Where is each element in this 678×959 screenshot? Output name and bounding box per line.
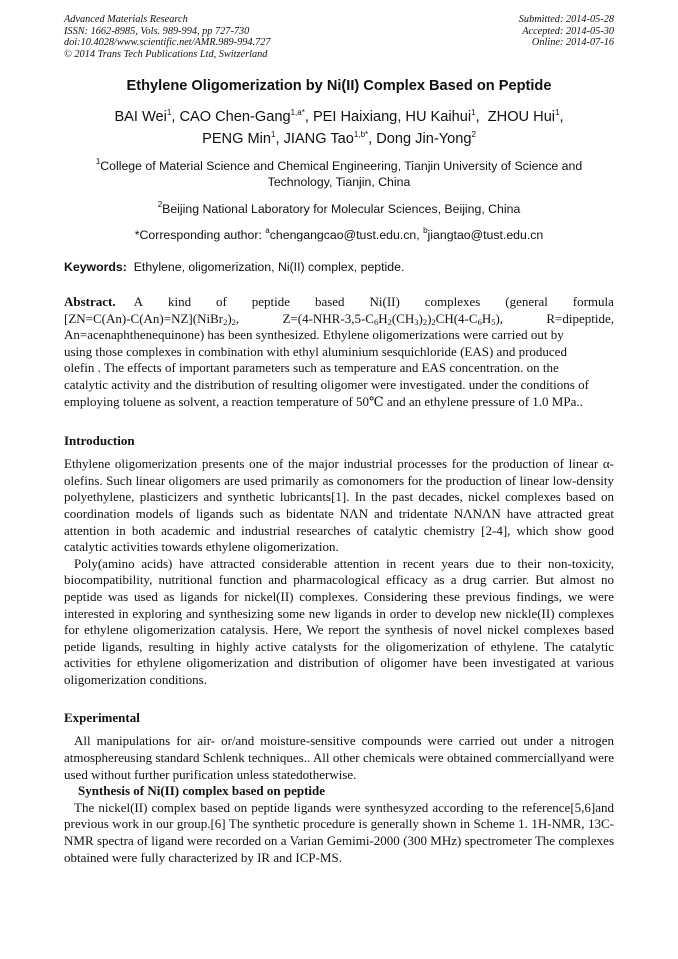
affiliation-1: $^1$College of Material Science and Chemical Engineering, Tianjin University of Science and Technology, Tianjin, China <box>95 157 583 189</box>
abstract-line-1: A kind of peptide based Ni(II) complexes (general formula <box>133 294 614 309</box>
author-name: BAI Wei <box>114 109 167 125</box>
experimental-body <box>64 733 614 866</box>
keywords-text: Ethylene, oligomerization, Ni(II) complex, peptide. <box>133 260 405 274</box>
synthesis-subheading: Synthesis of Ni(II) complex based on peptide <box>78 783 326 799</box>
abstract-line-7: employing toluene as solvent, a reaction temperature of 50℃ and an ethylene pressure of 1.0 MPa.. <box>64 393 583 409</box>
publication-dates <box>519 14 614 60</box>
email-link-b[interactable]: jiangtao@tust.edu.cn <box>427 227 544 242</box>
paper-title: Ethylene Oligomerization by Ni(II) Complex Based on Peptide <box>126 78 552 94</box>
journal-info <box>64 14 271 60</box>
journal-name: Advanced Materials Research <box>64 14 188 25</box>
affiliation-2: $^2$Beijing National Laboratory for Molecular Sciences, Beijing, China <box>157 200 521 216</box>
author-list <box>64 106 614 150</box>
experimental-paragraph-2: The nickel(II) complex based on peptide ligands were synthesyzed according to the reference[5,6]and previous work in our group.[6] The synthetic procedure is generally shown in Scheme 1. 1H-NMR, 13C-NMR spectra of ligand were recorded on a Varian Gemimi-2000 (300 MHz) spectrometer The complexes obtained were fully characterized by IR and ICP-MS. <box>64 799 614 865</box>
author-name: PENG Min <box>202 131 272 147</box>
abstract <box>64 294 614 410</box>
author-sup: 2 <box>471 130 476 139</box>
author-name: ZHOU Hui <box>487 109 556 125</box>
author-line-1: BAI Wei$^1$, CAO Chen-Gang$^{1,a*}$, PEI Haixiang, HU Kaihui$^1$, ZHOU Hui$^1$, <box>114 108 564 125</box>
author-name: CAO Chen-Gang <box>179 109 291 125</box>
introduction-paragraph-1: Ethylene oligomerization presents one of the major industrial processes for the production of linear α-olefins. Such linear oligomers are used primarily as comonomers for the production of linear low-density polyethylene, plasticizers and synthetic lubricants[1]. In the past decades, nickel complexes based on coordination models of ligands such as bidentate NΛN and tridentate NΛNΛN have attracted great attention in both academic and industrial researches of catalytic chemistry [2-4], which show good catalytic activities towards ethylene oligomerization. <box>64 456 614 555</box>
keywords-label: Keywords: <box>64 260 127 274</box>
author-name: Dong Jin-Yong <box>376 131 472 147</box>
corresponding-author: *Corresponding author: $^a$chengangcao@tust.edu.cn, $^b$jiangtao@tust.edu.cn <box>134 225 544 242</box>
keywords <box>64 260 614 275</box>
submitted-date: Submitted: 2014-05-28 <box>518 14 614 25</box>
copyright-line: © 2014 Trans Tech Publications Ltd, Switzerland <box>64 48 268 60</box>
issn-line: ISSN: 1662-8985, Vols. 989-994, pp 727-730 <box>64 25 250 37</box>
author-sup: 1 <box>271 130 276 139</box>
introduction-paragraph-2: Poly(amino acids) have attracted considerable attention in recent years due to their non-toxicity, biocompatibility, nutritional function and pharmacological efficacy as a drug carrier. But almost no peptide was used as ligands for nickel(II) complexes. Considering these previous findings, we were interested in exploring and synthesizing some new ligands in order to develop new nickle(II) complexes for ethylene oligomerization catalysis. Here, We report the synthesis of novel nickel complexes based petide ligands, resulting in highly active catalysts for the oligomerization of ethylene. The catalytic activities for ethylene oligomerization and distribution of oligomer have been investigated at various oligomerization conditions. <box>64 555 614 687</box>
author-line-2: PENG Min$^1$, JIANG Tao$^{1,b*}$, Dong Jin-Yong$^2$ <box>202 130 476 147</box>
abstract-line-5: olefin . The effects of important parameters such as temperature and EAS concentration. on the <box>64 360 559 376</box>
publication-header <box>64 14 614 60</box>
abstract-line-6: catalytic activity and the distribution of resulting oligomer were investigated. under the conditions of <box>64 376 589 392</box>
introduction-heading: Introduction <box>64 433 135 449</box>
online-date: Online: 2014-07-16 <box>531 37 614 48</box>
doi-line[interactable]: doi:10.4028/www.scientific.net/AMR.989-994.727 <box>64 37 271 48</box>
author-sup: 1 <box>555 108 560 117</box>
paper-page <box>64 14 614 866</box>
email-link-a[interactable]: chengangcao@tust.edu.cn <box>269 227 417 242</box>
author-sup: 1,a* <box>290 108 305 117</box>
introduction-body <box>64 456 614 688</box>
experimental-heading: Experimental <box>64 710 140 726</box>
author-name: PEI Haixiang <box>312 109 398 125</box>
abstract-line-3: An=acenaphthenequinone) has been synthesized. Ethylene oligomerizations were carried out by <box>64 327 564 343</box>
abstract-line-2: $[ZN=C(An)-C(An)=NZ](NiBr_2)_2$, $Z=(4-NHR-3,5-C_6H_2(CH_3)_2)_2CH(4-C_6H_5)$, R=dipeptide, <box>64 310 614 327</box>
author-name: HU Kaihui <box>405 109 472 125</box>
abstract-line-4: using those complexes in combination with ethyl aluminium sesquichloride (EAS) and produced <box>64 343 567 359</box>
author-name: JIANG Tao <box>283 131 354 147</box>
accepted-date: Accepted: 2014-05-30 <box>522 25 614 37</box>
author-sup: 1 <box>471 108 476 117</box>
author-sup: 1,b* <box>353 130 369 139</box>
abstract-label: Abstract. <box>64 294 116 309</box>
experimental-paragraph-1: All manipulations for air- or/and moisture-sensitive compounds were carried out under a nitrogen atmosphereusing standard Schlenk techniques.. All other chemicals were obtained commerciallyand were used without further purification unless statedotherwise. <box>64 733 614 782</box>
author-sup: 1 <box>166 108 172 117</box>
